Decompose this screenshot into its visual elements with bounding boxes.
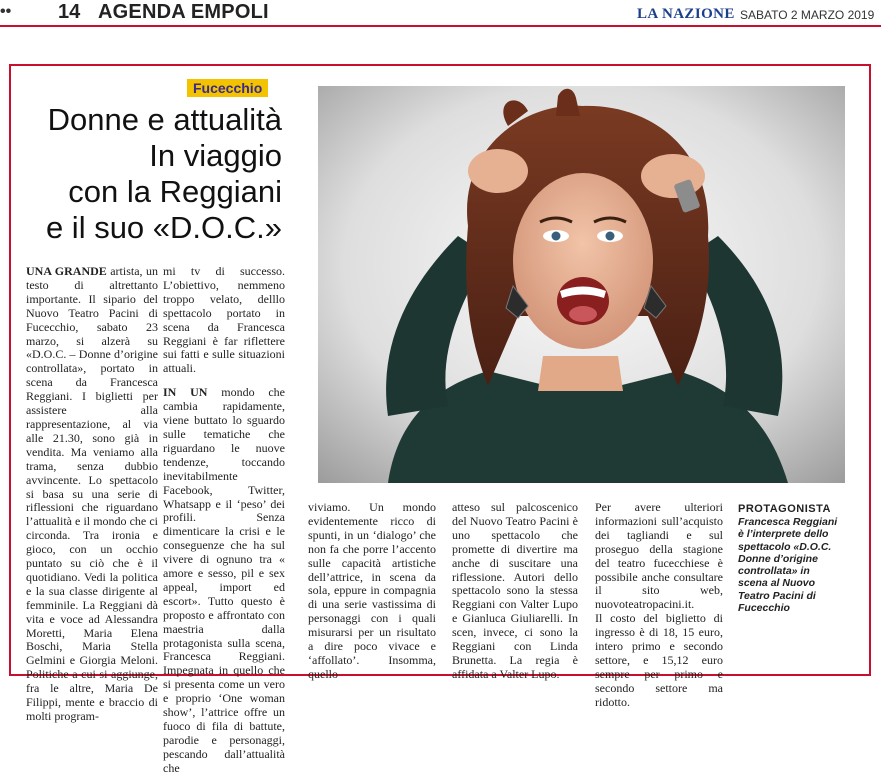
section-title: AGENDA EMPOLI	[98, 1, 269, 23]
article-column-1	[26, 265, 158, 724]
paragraph-text: Il costo del biglietto di ingresso è di 18, 15 euro, intero primo e secondo settore, e 15,12 euro sempre per primo e secondo settore ma ridotto.	[595, 611, 723, 709]
paragraph-lead: IN UN	[163, 385, 208, 400]
article-column-4	[452, 501, 578, 682]
page-number: 14	[58, 1, 81, 23]
headline-line: Donne e attualità	[47, 102, 282, 137]
article-column-5	[595, 501, 723, 710]
article-column-3	[308, 501, 436, 682]
newspaper-name: LA NAZIONE	[637, 6, 735, 22]
photo-illustration	[318, 86, 845, 483]
header-rule	[0, 25, 881, 27]
headline-line: con la Reggiani	[68, 174, 282, 209]
page-mark: ••	[0, 3, 12, 20]
paragraph-text: artista, un testo di altrettanto importante. Il sipario del Nuovo Teatro Pacini di Fucecchio, sabato 23 marzo, si alzerà su «D.O.C. – Donne d’origine controllata», portato in scena da Francesca Reggiani. I biglietti per assistere alla rappresentazione, al via alle 21.30, sono già in vendita. Ma veniamo alla trama, senza dubbio avvincente. Lo spettacolo si basa su una serie di riflessioni che riguardano l’attualità e il mondo che ci circonda. Tra ironia e gioco, con un occhio puntato su ciò che è il quotidiano. Vedi la politica e la sua classe dirigente al femminile. La Reggiani dà vita e voce ad Alessandra Moretti, Maria Elena Boschi, Maria Stella Gelmini e Giorgia Meloni. Politiche a cui si aggiunge, fra le altre, Maria De Filippi, mente e braccio di molti program-	[26, 264, 158, 723]
paragraph-lead: UNA GRANDE	[26, 264, 107, 278]
headline-line: In viaggio	[149, 138, 282, 173]
article-column-2	[163, 265, 285, 776]
article-headline	[20, 102, 282, 246]
page-header	[0, 0, 881, 26]
headline-line: e il suo «D.O.C.»	[45, 210, 282, 245]
paragraph-text: Per avere ulteriori informazioni sull’acquisto dei tagliandi e sul proseguo della stagione del teatro fucecchiese è possibile anche consultare il sito web, nuovoteatropacini.it.	[595, 500, 723, 612]
issue-date: SABATO 2 MARZO 2019	[740, 8, 875, 22]
caption-text: Francesca Reggiani è l’interprete dello spettacolo «D.O.C. Donne d’origine controllata» in scena al Nuovo Teatro Pacini di Fucecchio	[738, 516, 838, 615]
article-photo	[318, 86, 845, 483]
caption-title: PROTAGONISTA	[738, 503, 831, 515]
paragraph-text: viviamo. Un mondo evidentemente ricco di spunti, in un ‘dialogo’ che non fa che porre l’accento sulle capacità artistiche dell’attrice, in scena da sola, eppure in compagnia di una serie vastissima di personaggi con i quali misurarsi per un risultato a dire poco vivace e ‘affollato’. Insomma, quello	[308, 500, 436, 681]
photo-caption-box	[738, 503, 840, 614]
paragraph-text: mondo che cambia rapidamente, viene buttato lo sguardo sulle tematiche che riguardano le nuove tendenze, toccando inevitabilmente Facebook, Twitter, Whatsapp e il ‘peso’ dei profili. Senza dimenticare la crisi e le conseguenze che ha sul vivere di ognuno tra « amore e sesso, pil e sex appeal, import ed escort». Tutto questo è proposto e affrontato con maestria dalla protagonista sulla scena, Francesca Reggiani. Impegnata in quello che si presenta come un vero e proprio ‘One woman show’, l’attrice offre un fuoco di fila di battute, parodie e personaggi, pescando dall’attualità che	[163, 385, 285, 775]
paragraph-text: mi tv di successo. L’obiettivo, nemmeno troppo velato, delllo spettacolo portato in scena da Francesca Reggiani è far riflettere sui fatti e sulle situazioni attuali.	[163, 264, 285, 376]
paragraph-text: atteso sul palcoscenico del Nuovo Teatro Pacini è uno spettacolo che promette di divertire ma anche di suscitare una riflessione. Autori dello spettacolo sono la stessa Reggiani con Valter Lupo e Gianluca Giuliarelli. In scen, invece, ci sono la Reggiani con Linda Brunetta. La regia è affidata a Valter Lupo.	[452, 500, 578, 681]
article-kicker: Fucecchio	[187, 79, 268, 97]
